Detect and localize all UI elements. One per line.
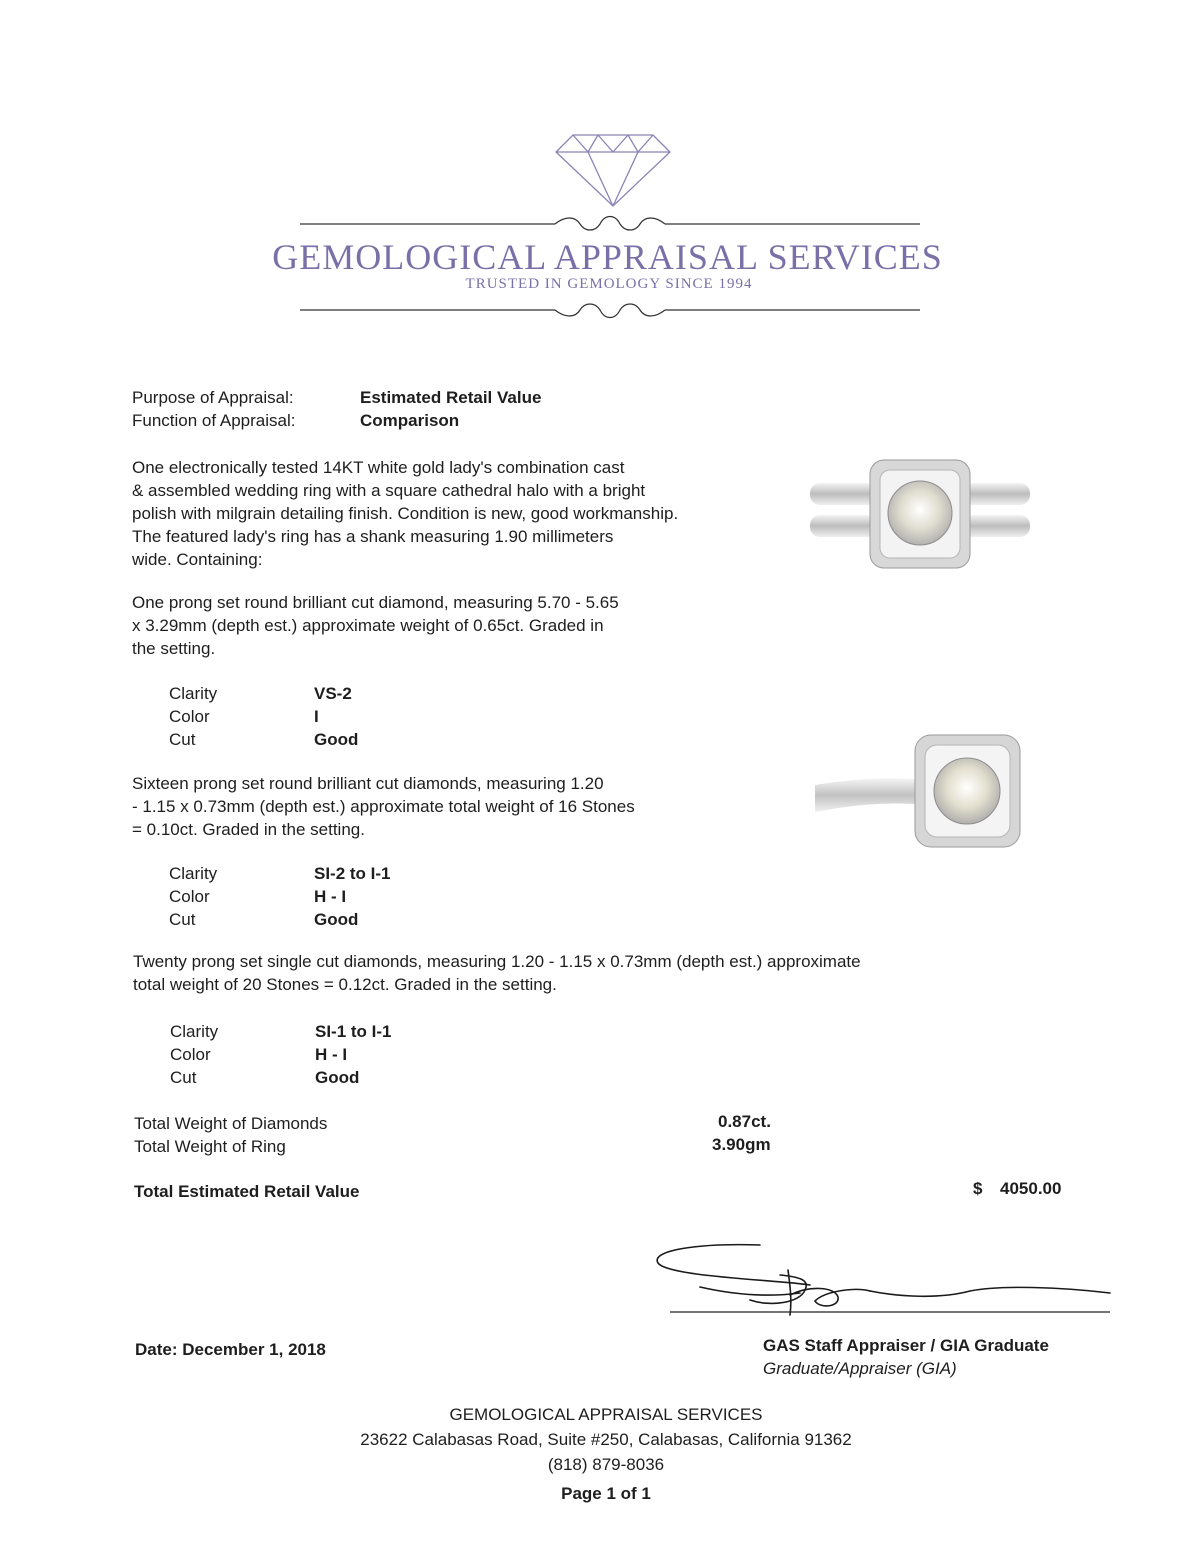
signature [640,1225,1120,1325]
grade-value: I [314,707,319,726]
page-number: Page 1 of 1 [561,1484,651,1503]
description-line: The featured lady's ring has a shank measuring 1.90 millimeters [132,527,614,546]
description-line: polish with milgrain detailing finish. Condition is new, good workmanship. [132,504,679,523]
footer-company: GEMOLOGICAL APPRAISAL SERVICES [449,1405,763,1424]
grade-value: Good [314,730,359,749]
grade-label: Clarity [169,864,218,883]
stone-line: One prong set round brilliant cut diamond, measuring 5.70 - 5.65 [132,593,619,612]
grade-label: Color [170,1045,211,1064]
total-retail-label: Total Estimated Retail Value [134,1182,360,1201]
appraiser-subtitle: Graduate/Appraiser (GIA) [763,1359,957,1378]
company-name: GEMOLOGICAL APPRAISAL SERVICES [272,237,943,277]
description-line: & assembled wedding ring with a square cathedral halo with a bright [132,481,646,500]
logo [0,120,1200,340]
stone-line: the setting. [132,639,216,658]
stone-line: total weight of 20 Stones = 0.12ct. Graded in the setting. [133,975,557,994]
stone-line: x 3.29mm (depth est.) approximate weight of 0.65ct. Graded in [132,616,604,635]
stone-3-description [133,950,1033,996]
grade-label: Clarity [170,1022,219,1041]
stone-line: = 0.10ct. Graded in the setting. [132,820,365,839]
top-flourish-divider [300,212,920,236]
bottom-flourish-divider [300,298,920,322]
purpose-value: Estimated Retail Value [360,388,542,407]
stone-line: - 1.15 x 0.73mm (depth est.) approximate total weight of 16 Stones [132,797,635,816]
grade-value: H - I [315,1045,348,1064]
description-line: wide. Containing: [132,550,263,569]
grade-label: Cut [169,730,196,749]
ring-photo-bottom [815,730,1025,855]
footer-phone: (818) 879-8036 [547,1455,665,1474]
currency-symbol: $ [973,1179,983,1198]
grade-label: Cut [169,910,196,929]
function-label: Function of Appraisal: [132,411,296,430]
function-value: Comparison [360,411,460,430]
purpose-label: Purpose of Appraisal: [132,388,294,407]
grade-label: Cut [170,1068,197,1087]
grade-label: Color [169,887,210,906]
grade-label: Clarity [169,684,218,703]
total-ring-value: 3.90gm [712,1135,771,1154]
grade-value: H - I [314,887,347,906]
grade-value: VS-2 [314,684,352,703]
appraiser-title: GAS Staff Appraiser / GIA Graduate [763,1336,1049,1355]
grade-value: Good [314,910,359,929]
ring-photo-top [810,455,1030,575]
stone-line: Sixteen prong set round brilliant cut diamonds, measuring 1.20 [132,774,604,793]
company-tagline: TRUSTED IN GEMOLOGY SINCE 1994 [465,276,753,292]
total-ring-label: Total Weight of Ring [134,1137,286,1156]
footer-address: 23622 Calabasas Road, Suite #250, Calabasas, California 91362 [360,1430,852,1449]
stone-1-description [132,591,772,660]
stone-2-description [132,772,792,841]
footer [0,1402,1200,1506]
appraisal-date: Date: December 1, 2018 [135,1340,326,1359]
total-retail-value: 4050.00 [1000,1179,1062,1198]
grade-label: Color [169,707,210,726]
description-line: One electronically tested 14KT white gold lady's combination cast [132,458,625,477]
diamond-icon [553,130,673,210]
ring-description [132,456,792,571]
total-diamonds-value: 0.87ct. [718,1112,771,1131]
grade-value: SI-1 to I-1 [315,1022,392,1041]
total-diamonds-label: Total Weight of Diamonds [134,1114,328,1133]
grade-value: Good [315,1068,360,1087]
grade-value: SI-2 to I-1 [314,864,391,883]
stone-line: Twenty prong set single cut diamonds, measuring 1.20 - 1.15 x 0.73mm (depth est.) approximate [133,952,861,971]
